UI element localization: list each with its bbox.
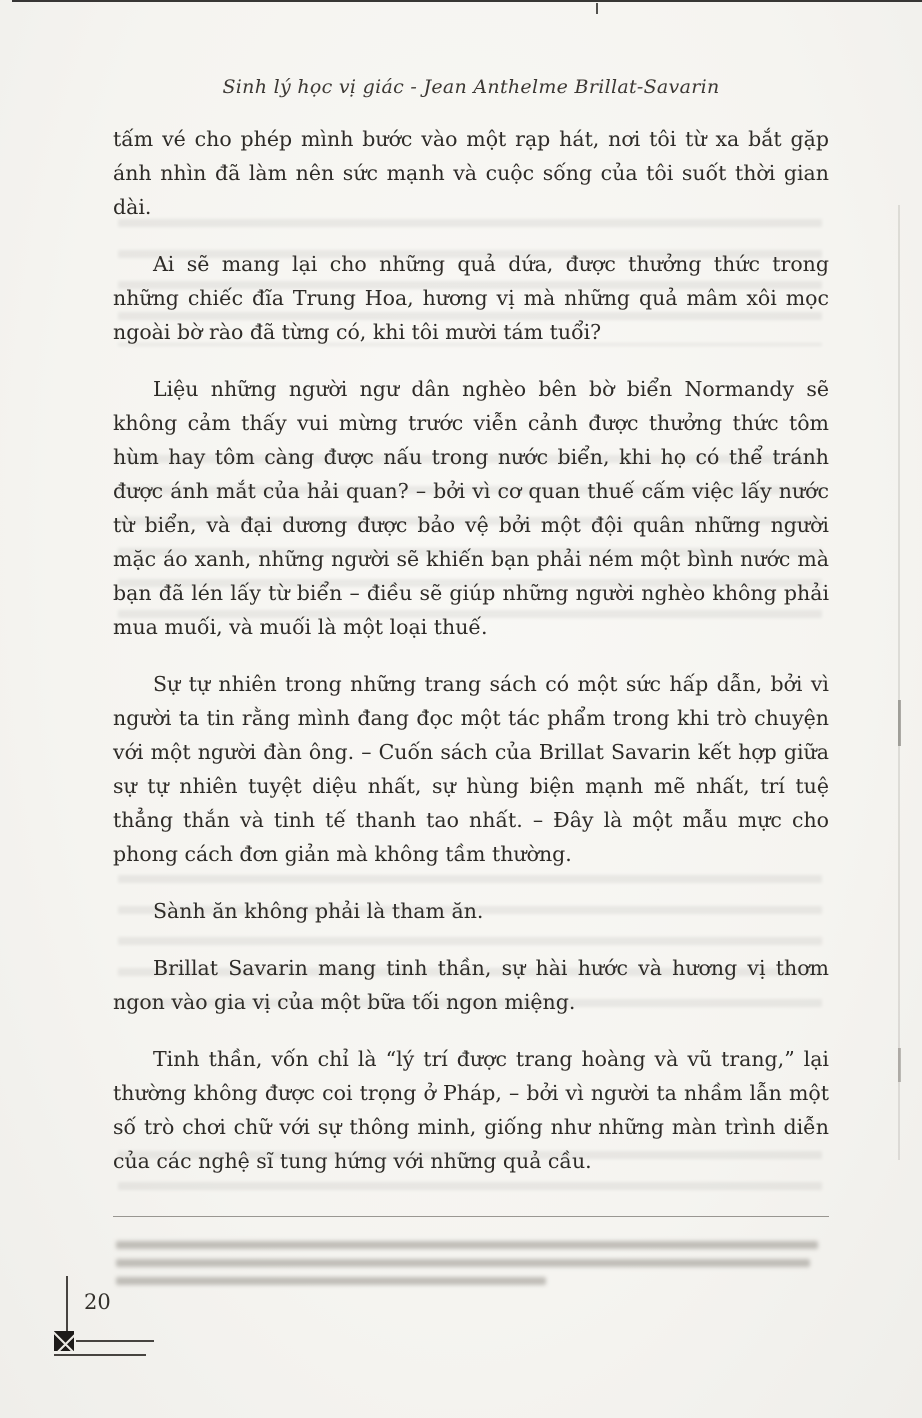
corner-ornament-horizontal-rule	[76, 1340, 154, 1342]
paragraph: Liệu những người ngư dân nghèo bên bờ biển Normandy sẽ không cảm thấy vui mừng trước viễn cảnh được thưởng thức tôm hùm hay tôm càng được nấu trong nước biển, khi họ có thể tránh được ánh mắt của hải quan? – bởi vì cơ quan thuế cấm việc lấy nước từ biển, và đại dương được bảo vệ bởi một đội quân những người mặc áo xanh, những người sẽ khiến bạn phải ném một bình nước mà bạn đã lén lấy từ biển – điều sẽ giúp những người nghèo không phải mua muối, và muối là một loại thuế.	[113, 377, 829, 639]
paragraph: Tinh thần, vốn chỉ là “lý trí được trang hoàng và vũ trang,” lại thường không được coi trọng ở Pháp, – bởi vì người ta nhầm lẫn một số trò chơi chữ với sự thông minh, giống như những màn trình diễn của các nghệ sĩ tung hứng với những quả cầu.	[113, 1047, 829, 1173]
corner-ornament-horizontal-rule	[54, 1354, 146, 1356]
paragraph: Sự tự nhiên trong những trang sách có một sức hấp dẫn, bởi vì người ta tin rằng mình đang đọc một tác phẩm trong khi trò chuyện với một người đàn ông. – Cuốn sách của Brillat Savarin kết hợp giữa sự tự nhiên tuyệt diệu nhất, sự hùng biện mạnh mẽ nhất, trí tuệ thẳng thắn và tinh tế thanh tao nhất. – Đây là một mẫu mực cho phong cách đơn giản mà không tầm thường.	[113, 672, 829, 866]
paragraph: Sành ăn không phải là tham ăn.	[153, 899, 484, 923]
scan-right-mark	[898, 1048, 901, 1082]
paragraph: Ai sẽ mang lại cho những quả dứa, được thưởng thức trong những chiếc đĩa Trung Hoa, hương vị mà những quả mâm xôi mọc ngoài bờ rào đã từng có, khi tôi mười tám tuổi?	[113, 252, 829, 344]
scan-top-edge-artifact	[12, 0, 922, 2]
page-number: 20	[84, 1290, 111, 1314]
scan-right-edge-shadow	[898, 205, 900, 1160]
scan-right-mark	[898, 700, 901, 746]
blurred-footnote-line	[116, 1241, 818, 1249]
body-text-column	[113, 122, 829, 1201]
paragraph: Brillat Savarin mang tinh thần, sự hài hước và hương vị thơm ngon vào gia vị của một bữa tối ngon miệng.	[113, 956, 829, 1014]
footnote-rule	[113, 1216, 829, 1217]
blurred-footnote-line	[116, 1277, 546, 1285]
running-header: Sinh lý học vị giác - Jean Anthelme Brillat-Savarin	[222, 76, 720, 98]
corner-ornament-square-icon	[54, 1331, 74, 1351]
scan-top-tick-artifact	[596, 3, 598, 14]
blurred-footnote-line	[116, 1259, 810, 1267]
paragraph: tấm vé cho phép mình bước vào một rạp hát, nơi tôi từ xa bắt gặp ánh nhìn đã làm nên sức mạnh và cuộc sống của tôi suốt thời gian dài.	[113, 127, 829, 219]
corner-ornament-vertical-rule	[66, 1276, 68, 1334]
